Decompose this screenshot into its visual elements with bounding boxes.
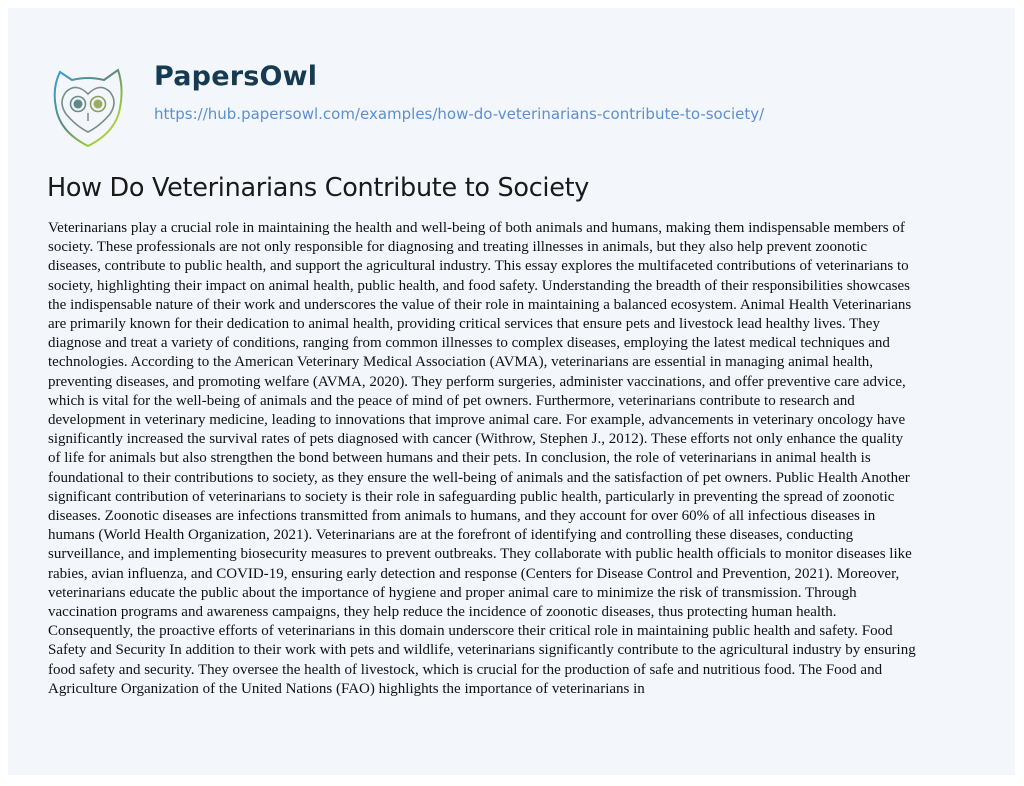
essay-line: diseases, contribute to public health, and support the agricultural industry. This essay explores the multifaceted contributions of veterinarians to	[48, 258, 909, 275]
essay-line: society. These professionals are not only responsible for diagnosing and treating illnesses in animals, but they also help prevent zoonotic	[48, 239, 867, 256]
essay-line: of life for animals but also strengthen the bond between humans and their pets. In conclusion, the role of veterinarians in animal health is	[48, 450, 871, 467]
essay-line: technologies. According to the American Veterinary Medical Association (AVMA), veterinarians are essential in managing animal health,	[48, 354, 874, 371]
page-title: How Do Veterinarians Contribute to Society	[47, 173, 590, 203]
source-url-link[interactable]: https://hub.papersowl.com/examples/how-do-veterinarians-contribute-to-society/	[154, 105, 765, 123]
essay-line: rabies, avian influenza, and COVID-19, ensuring early detection and response (Centers for Disease Control and Prevention, 2021). Moreover,	[48, 565, 900, 582]
essay-line: vaccination programs and awareness campaigns, they help reduce the incidence of zoonotic diseases, thus protecting human health.	[48, 604, 837, 621]
essay-line: the indispensable nature of their work and underscores the value of their role in maintaining a balanced ecosystem. Animal Health Veterinarians	[48, 296, 912, 313]
essay-line: food safety and security. They oversee the health of livestock, which is crucial for the production of safe and nutritious food. The Food and	[48, 661, 883, 678]
essay-line: diagnose and treat a variety of conditions, ranging from common illnesses to complex diseases, employing the latest medical techniques and	[48, 335, 890, 352]
essay-line: are primarily known for their dedication to animal health, providing critical services that ensure pets and livestock lead healthy lives. They	[48, 316, 880, 333]
essay-line: significantly increased the survival rates of pets diagnosed with cancer (Withrow, Stephen J., 2012). These efforts not only enhance the quality	[48, 431, 904, 448]
essay-line: Safety and Security In addition to their work with pets and wildlife, veterinarians significantly contribute to the agricultural industry by ensuring	[48, 642, 916, 659]
essay-line: which is vital for the well-being of animals and the peace of mind of pet owners. Furthermore, veterinarians contribute to research and	[48, 392, 855, 409]
essay-line: Veterinarians play a crucial role in maintaining the health and well-being of both animals and humans, making them indispensable members of	[48, 220, 905, 236]
essay-line: veterinarians educate the public about the importance of hygiene and proper animal care to minimize the risk of transmission. Through	[48, 584, 857, 601]
essay-line: development in veterinary medicine, leading to innovations that improve animal care. For example, advancements in veterinary oncology have	[48, 412, 906, 429]
essay-line: significant contribution of veterinarians to society is their role in safeguarding public health, particularly in preventing the spread of zoonotic	[48, 488, 895, 505]
essay-line: Agriculture Organization of the United Nations (FAO) highlights the importance of veterinarians in	[48, 680, 645, 697]
essay-line: society, highlighting their impact on animal health, public health, and food safety. Understanding the breadth of their responsibilities showcases	[48, 277, 911, 294]
essay-body	[48, 219, 988, 699]
essay-line: surveillance, and implementing biosecurity measures to prevent outbreaks. They collaborate with public health officials to monitor diseases like	[48, 546, 912, 563]
essay-line: Consequently, the proactive efforts of veterinarians in this domain underscore their critical role in maintaining public health and safety. Food	[48, 623, 893, 640]
essay-line: humans (World Health Organization, 2021). Veterinarians are at the forefront of identifying and controlling these diseases, conducting	[48, 527, 854, 544]
brand-name[interactable]: PapersOwl	[154, 61, 318, 92]
essay-line: diseases. Zoonotic diseases are infections transmitted from animals to humans, and they account for over 60% of all infectious diseases in	[48, 508, 876, 525]
essay-line: foundational to their contributions to society, as they ensure the well-being of animals and the satisfaction of pet owners. Public Health Another	[48, 469, 910, 486]
essay-line: preventing diseases, and promoting welfare (AVMA, 2020). They perform surgeries, administer vaccinations, and offer preventive care advice,	[48, 373, 906, 390]
owl-logo-icon[interactable]	[50, 66, 126, 150]
